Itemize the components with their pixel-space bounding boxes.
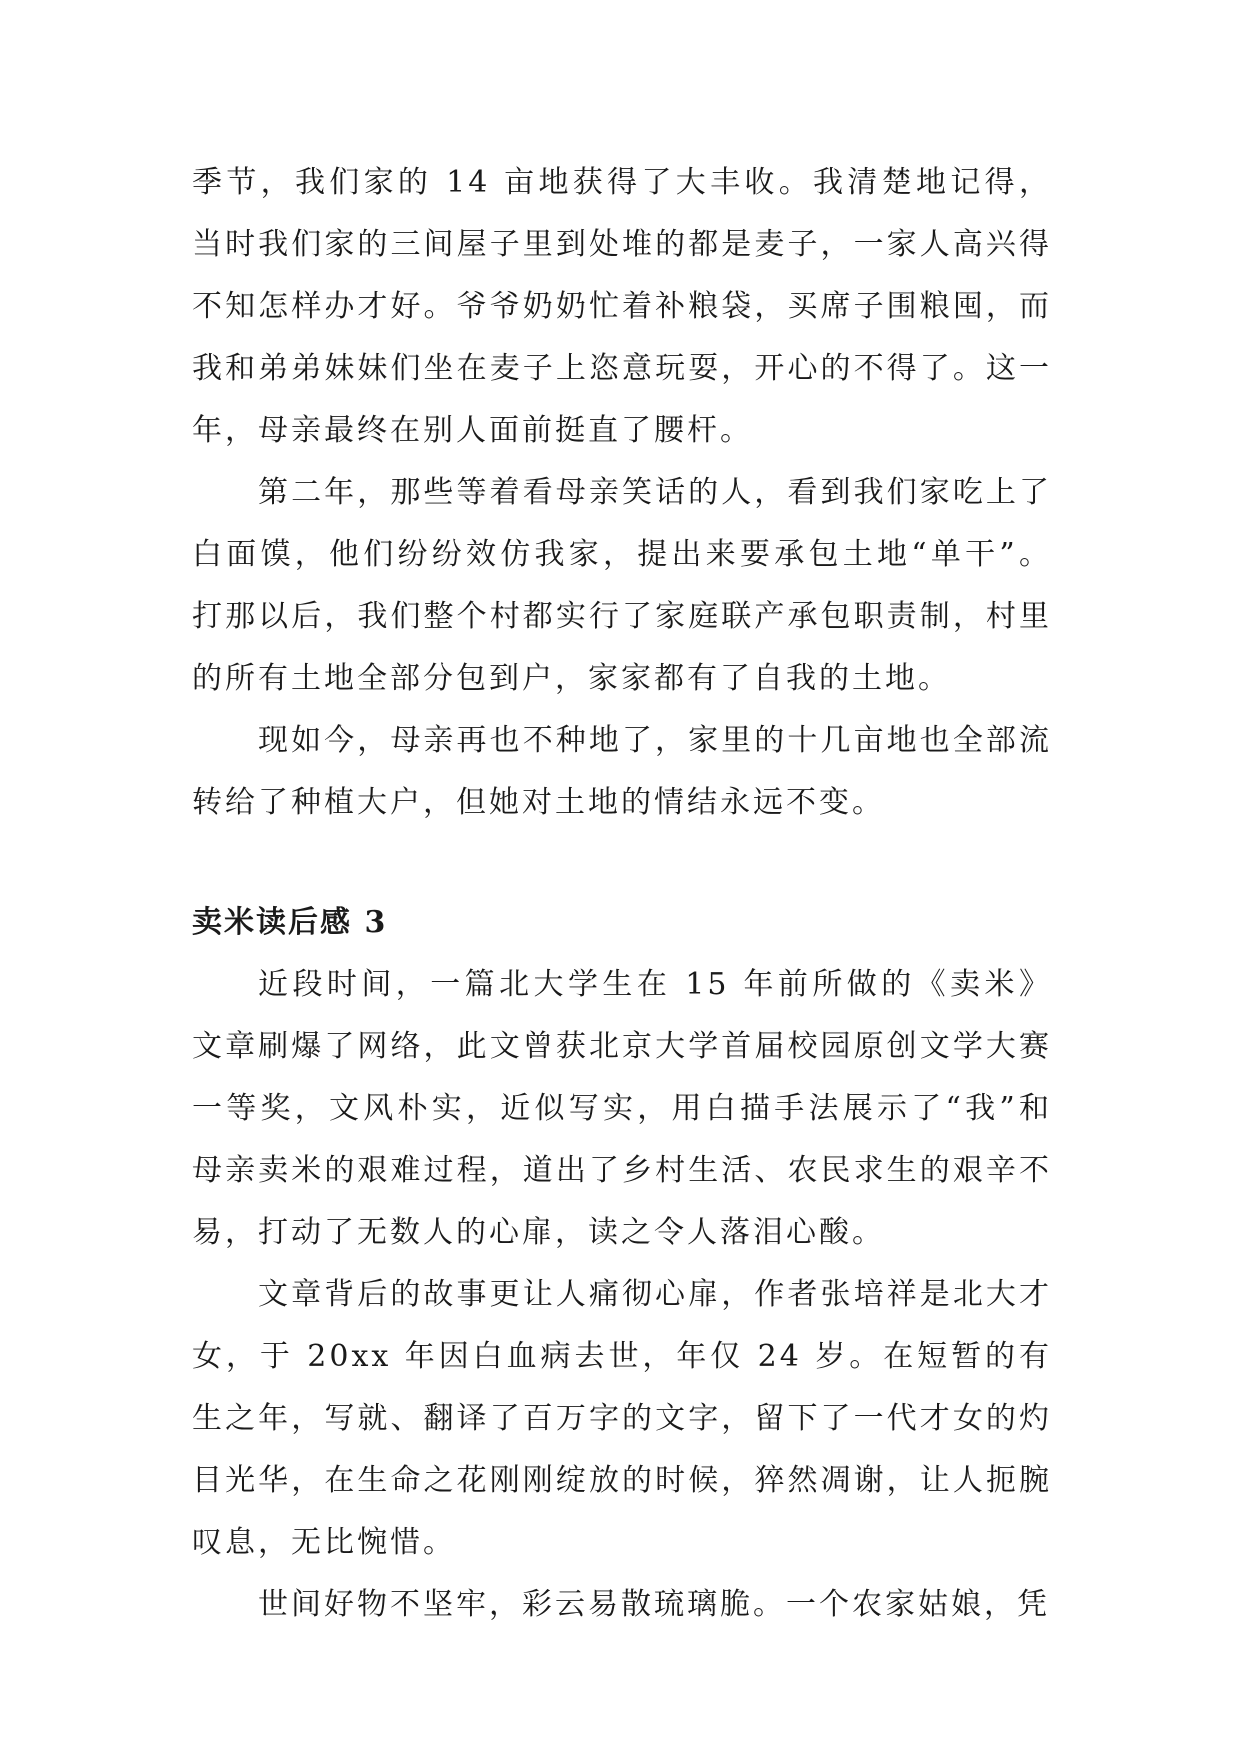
paragraph-1: 季节，我们家的 14 亩地获得了大丰收。我清楚地记得，当时我们家的三间屋子里到处堆的都是麦子，一家人高兴得不知怎样办才好。爷爷奶奶忙着补粮袋，买席子围粮囤，而我和弟弟妹妹们坐在麦子上恣意玩耍，开心的不得了。这一年，母亲最终在别人面前挺直了腰杆。 [192, 165, 1052, 448]
paragraph-3: 现如今，母亲再也不种地了，家里的十几亩地也全部流转给了种植大户，但她对土地的情结永远不变。 [192, 723, 1052, 820]
section-title: 卖米读后感 3 [192, 905, 388, 940]
paragraph-5: 文章背后的故事更让人痛彻心扉，作者张培祥是北大才女，于 20xx 年因白血病去世，年仅 24 岁。在短暂的有生之年，写就、翻译了百万字的文字，留下了一代才女的灼目光华，在生命之花刚刚绽放的时候，猝然凋谢，让人扼腕叹息，无比惋惜。 [192, 1277, 1052, 1560]
paragraph-2: 第二年，那些等着看母亲笑话的人，看到我们家吃上了白面馍，他们纷纷效仿我家，提出来要承包土地“单干”。打那以后，我们整个村都实行了家庭联产承包职责制，村里的所有土地全部分包到户，家家都有了自我的土地。 [192, 475, 1052, 696]
document-body [192, 152, 1052, 1636]
paragraph-4: 近段时间，一篇北大学生在 15 年前所做的《卖米》文章刷爆了网络，此文曾获北京大学首届校园原创文学大赛一等奖，文风朴实，近似写实，用白描手法展示了“我”和母亲卖米的艰难过程，道出了乡村生活、农民求生的艰辛不易，打动了无数人的心扉，读之令人落泪心酸。 [192, 967, 1052, 1250]
paragraph-6: 世间好物不坚牢，彩云易散琉璃脆。一个农家姑娘，凭 [258, 1587, 1050, 1622]
